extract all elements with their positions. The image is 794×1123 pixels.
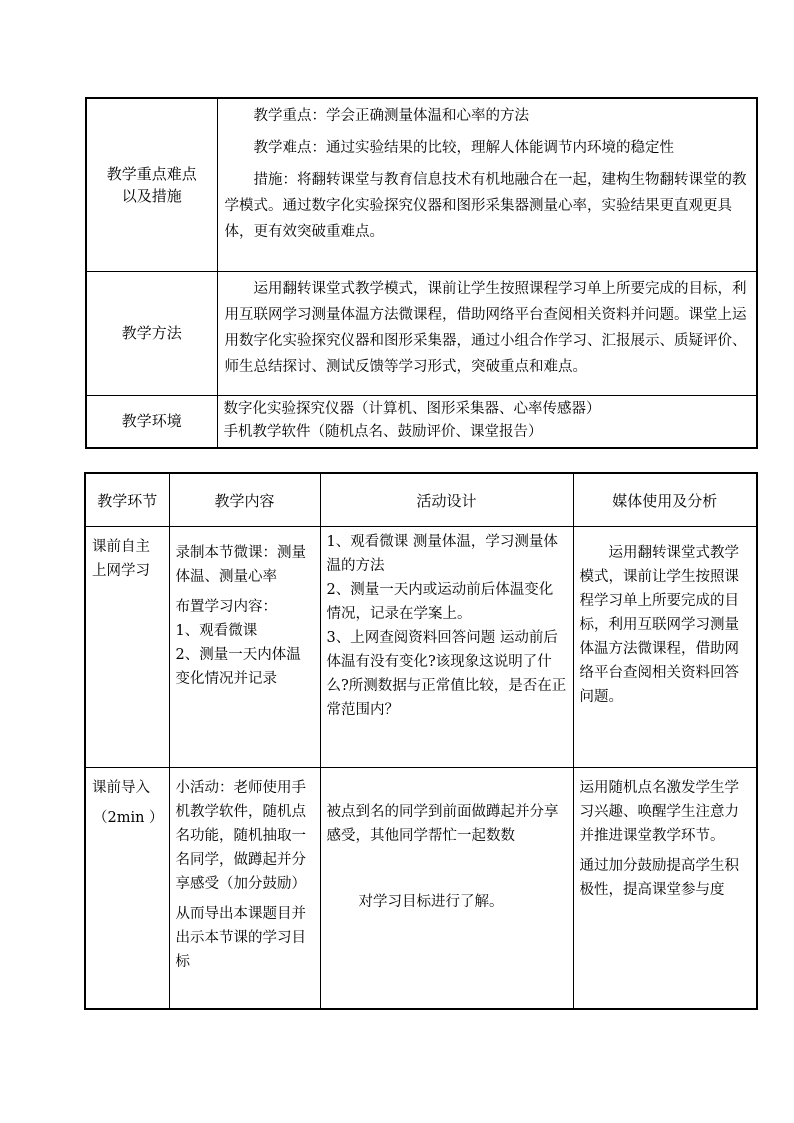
media-line: 通过加分鼓励提高学生积极性，提高课堂参与度 bbox=[579, 858, 739, 898]
content-line: 从而导出本课题目并出示本节课的学习目标 bbox=[175, 906, 306, 970]
activity-line: 2、测量一天内或运动前后体温变化情况，记录在学案上。 bbox=[326, 582, 554, 622]
content-line: 1、观看微课 bbox=[175, 623, 258, 639]
content-line: 2、测量一天内体温变化情况并记录 bbox=[175, 647, 301, 687]
stage-line: 课前导入 bbox=[92, 780, 150, 796]
teaching-plan-table bbox=[85, 97, 758, 449]
header-content: 教学内容 bbox=[169, 473, 320, 527]
content-line: 小活动：老师使用手机教学软件，随机点名功能，随机抽取一名同学，做蹲起并分享感受（加分鼓励） bbox=[175, 780, 306, 892]
stage-cell bbox=[85, 527, 169, 768]
header-stage: 教学环节 bbox=[85, 473, 169, 527]
media-line: 运用翻转课堂式教学模式，课前让学生按照课程学习单上所要完成的目标，利用互联网学习测量体温方法微课程，借助网络平台查阅相关资料回答问题。 bbox=[579, 545, 739, 705]
measures-paragraph: 措施：将翻转课堂与教育信息技术有机地融合在一起，建构生物翻转课堂的教学模式。通过数字化实验探究仪器和图形采集器测量心率，实验结果更直观更具体，更有效突破重难点。 bbox=[224, 172, 747, 240]
environment-line: 数字化实验探究仪器（计算机、图形采集器、心率传感器） bbox=[223, 401, 601, 418]
content-line: 布置学习内容： bbox=[175, 599, 277, 615]
table-row bbox=[85, 527, 757, 768]
activity-cell bbox=[320, 768, 573, 1009]
label-line: 教学重点难点 bbox=[106, 164, 197, 183]
activity-line: 对学习目标进行了解。 bbox=[358, 894, 504, 910]
activity-cell bbox=[320, 527, 573, 768]
media-cell bbox=[573, 527, 757, 768]
label-line: 教学环境 bbox=[121, 412, 182, 431]
activity-line: 3、上网查阅资料回答问题 运动前后体温有没有变化?该现象这说明了什么?所测数据与正常值比较，是否在正常范围内？ bbox=[326, 630, 567, 718]
content-line: 录制本节微课：测量体温、测量心率 bbox=[175, 545, 306, 585]
stage-line: 上网学习 bbox=[92, 563, 150, 579]
stage-line: 课前自主 bbox=[92, 539, 150, 555]
key-point-paragraph: 教学重点：学会正确测量体温和心率的方法 bbox=[253, 108, 529, 124]
media-cell bbox=[573, 768, 757, 1009]
header-activity: 活动设计 bbox=[320, 473, 573, 527]
header-media: 媒体使用及分析 bbox=[573, 473, 757, 527]
method-content bbox=[217, 271, 757, 395]
teaching-process-table bbox=[84, 472, 758, 1010]
content-cell bbox=[169, 527, 320, 768]
key-points-content bbox=[217, 98, 757, 271]
row-label-key-points bbox=[86, 98, 217, 271]
row-label-environment bbox=[86, 395, 217, 448]
content-cell bbox=[169, 768, 320, 1009]
media-line: 运用随机点名激发学生学习兴趣、唤醒学生注意力并推进课堂教学环节。 bbox=[579, 780, 739, 844]
environment-line: 手机教学软件（随机点名、鼓励评价、课堂报告） bbox=[223, 424, 543, 441]
label-line: 以及措施 bbox=[121, 186, 182, 205]
activity-line: 1、观看微课 测量体温，学习测量体温的方法 bbox=[326, 534, 558, 574]
method-paragraph: 运用翻转课堂式教学模式，课前让学生按照课程学习单上所要完成的目标，利用互联网学习测量体温方法微课程，借助网络平台查阅相关资料并问题。课堂上运用数字化实验探究仪器和图形采集器，通过小组合作学习、汇报展示、质疑评价、师生总结探讨、测试反馈等学习形式，突破重点和难点。 bbox=[224, 280, 747, 375]
activity-line: 被点到名的同学到前面做蹲起并分享感受，其他同学帮忙一起数数 bbox=[326, 804, 559, 844]
stage-cell bbox=[85, 768, 169, 1009]
difficulty-paragraph: 教学难点：通过实验结果的比较，理解人体能调节内环境的稳定性 bbox=[253, 140, 674, 156]
table-row bbox=[85, 768, 757, 1009]
row-label-method bbox=[86, 271, 217, 395]
stage-line: （2min ） bbox=[92, 810, 164, 826]
environment-content bbox=[217, 395, 757, 448]
label-line: 教学方法 bbox=[121, 324, 182, 342]
